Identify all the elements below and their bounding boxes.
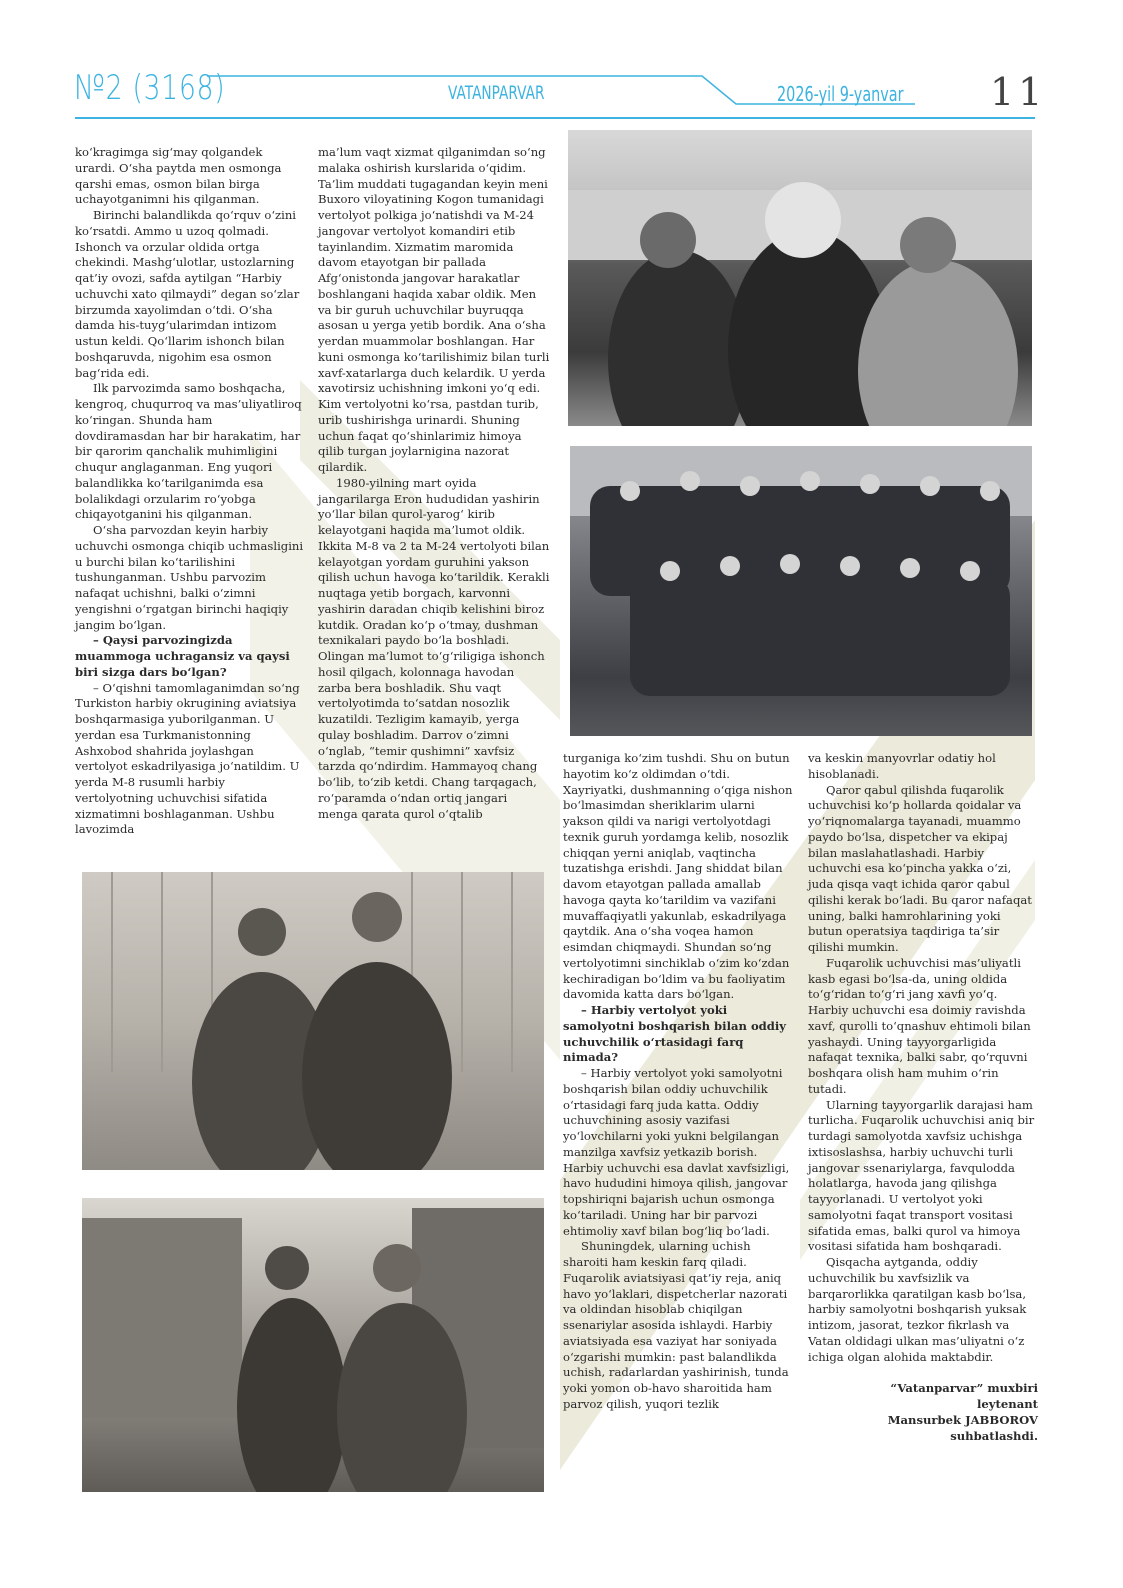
- paragraph: 1980-yilning mart oyida jangarilarga Eron hududidan yashirin yo‘llar bilan qurol-yarog‘ kirib kelayotgani haqida ma’lumot oldik. Ikkita M-8 va 2 ta M-24 vertolyoti bilan kelayotgan yordam guruhini yakson qilish uchun havoga ko‘tarildik. Kerakli nuqtaga yetib borgach, karvonni yashirin daradan chiqib kelishini biroz kutdik. Oradan ko‘p o‘tmay, dushman texnikalari paydo bo‘la boshladi. Olingan ma’lumot to‘g‘riligiga ishonch hosil qilgach, kolonnaga havodan zarba bera boshladik. Shu vaqt vertolyotimda to‘satdan nosozlik kuzatildi. Tezligim kamayib, yerga qulay boshladim. Darrov o‘zimni o‘nglab, “temir qushimni” xavfsiz tarzda qo‘ndirdim. Hammayoq chang bo‘lib, to‘zib ketdi. Chang tarqagach, ro‘paramda o‘ndan ortiq jangari menga qarata qurol o‘qtalib: [318, 475, 550, 821]
- interview-question: – Qaysi parvozingizda muammoga uchragansiz va qaysi biri sizga dars bo‘lgan?: [75, 633, 290, 679]
- article-column-1: [75, 145, 305, 838]
- paragraph: – O‘qishni tamomlaganimdan so‘ng Turkiston harbiy okrugining aviatsiya boshqarmasiga yuborilganman. U yerdan esa Turkmanistonning Ashxobod shahrida joylashgan vertolyot eskadrilyasiga jo‘natildim. U yerda M-8 rusumli harbiy vertolyotning uchuvchisi sifatida xizmatimni boshlaganman. Ushbu lavozimda: [75, 680, 300, 837]
- paragraph: ko‘kragimga sig‘may qolgandek urardi. O‘sha paytda men osmonga qarshi emas, osmon bilan birga uchayotganimni his qilganman.: [75, 145, 282, 207]
- page-number: 11: [990, 70, 1047, 114]
- photo-pilots-by-helicopter: [82, 1198, 544, 1492]
- issue-number: №2 (3168): [74, 68, 226, 108]
- paragraph: Ularning tayyorgarlik darajasi ham turlicha. Fuqarolik uchuvchisi aniq bir turdagi samolyotda xavfsiz uchishga ixtisoslashsa, harbiy uchuvchi turli jangovar ssenariylarga, favqulodda holatlarga, havoda jang qilishga tayyorlanadi. U vertolyot yoki samolyotni faqat transport vositasi sifatida emas, balki qurol va himoya vositasi sifatida ham boshqaradi.: [808, 1097, 1035, 1254]
- paragraph: Ilk parvozimda samo boshqacha, kengroq, chuqurroq va mas’uliyatliroq ko‘ringan. Shunda ham dovdiramasdan har bir harakatim, har bir qarorim qanchalik muhimligini chuqur anglaganman. Eng yuqori balandlikka ko‘tarilganimda esa bolalikdagi orzularim ro‘yobga chiqayotganini his qilganman.: [75, 381, 302, 522]
- interview-question: – Harbiy vertolyot yoki samolyotni boshqarish bilan oddiy uchuvchilik o‘rtasidagi farq nimada?: [563, 1003, 787, 1065]
- paragraph: O‘sha parvozdan keyin harbiy uchuvchi osmonga chiqib uchmasligini u burchi bilan ko‘tarilishini tushunganman. Ushbu parvozim nafaqat uchishni, balki o‘zimni yengishni o‘rgatgan birinchi haqiqiy jangim bo‘lgan.: [75, 523, 304, 632]
- signature-author-name: Mansurbek JABBOROV: [887, 1412, 1038, 1427]
- paragraph: Qaror qabul qilishda fuqarolik uchuvchisi ko‘p hollarda qoidalar va yo‘riqnomalarga tayanadi, muammo paydo bo‘lsa, dispetcher va ekipaj bilan maslahatlashadi. Harbiy uchuvchi esa ko‘pincha yakka o‘zi, juda qisqa vaqt ichida qaror qabul qilishi kerak bo‘ladi. Bu qaror nafaqat uning, balki hamrohlarining yoki butun operatsiya taqdiriga ta’sir qilishi mumkin.: [808, 782, 1032, 954]
- newspaper-name: VATANPARVAR: [448, 82, 545, 104]
- paragraph: ma’lum vaqt xizmat qilganimdan so‘ng malaka oshirish kurslarida o‘qidim. Ta’lim muddati tugagandan keyin meni Buxoro viloyatining Kogon tumanidagi vertolyot polkiga jo‘natishdi va M-24 jangovar vertolyot komandiri etib tayinlandim. Xizmatim maromida davom etayotgan bir pallada Afg‘onistonda jangovar harakatlar boshlangani haqida xabar oldik. Men va bir guruh uchuvchilar buyruqqa asosan u yerga yetib bordik. Ana o‘sha yerdan muammolar boshlangan. Har kuni osmonga ko‘tarilishimiz bilan turli xavf-xatarlarga duch kelardik. U yerda xavotirsiz uchishning imkoni yo‘q edi. Kim vertolyotni ko‘rsa, pastdan turib, urib tushirishga urinardi. Shuning uchun faqat qo‘shinlarimiz himoya qilib turgan joylarnigina nazorat qilardik.: [318, 145, 550, 474]
- paragraph: – Harbiy vertolyot yoki samolyotni boshqarish bilan oddiy uchuvchilik o‘rtasidagi farq juda katta. Oddiy uchuvchining asosiy vazifasi yo‘lovchilarni yoki yukni belgilangan manzilga xavfsiz yetkazib borish. Harbiy uchuvchi esa davlat xavfsizligi, havo hududini himoya qilish, jangovar topshiriqni bajarish uchun osmonga ko‘tariladi. Uning har bir parvozi ehtimoliy xavf bilan bog‘liq bo‘ladi.: [563, 1066, 790, 1238]
- paragraph: Birinchi balandlikda qo‘rquv o‘zini ko‘rsatdi. Ammo u uzoq qolmadi. Ishonch va orzular oldida ortga chekindi. Mashg‘ulotlar, ustozlarning qat’iy ovozi, safda aytilgan “Harbiy uchuvchi xato qilmaydi” degan so‘zlar birzumda xayolimdan o‘tdi. O‘sha damda his-tuyg‘ularimdan intizom ustun keldi. Qo‘llarim ishonch bilan boshqaruvda, nigohim esa osmon bag‘rida edi.: [75, 208, 300, 380]
- author-signature: [808, 1381, 1038, 1444]
- photo-three-pilots: [568, 130, 1032, 426]
- header-rules: [0, 0, 1123, 130]
- article-column-2: [318, 145, 550, 822]
- signature-line: leytenant: [977, 1397, 1038, 1411]
- paragraph: va keskin manyovrlar odatiy hol hisoblanadi.: [808, 751, 996, 781]
- issue-date: 2026-yil 9-yanvar: [777, 82, 904, 106]
- photo-two-soldiers: [82, 872, 544, 1170]
- paragraph: turganiga ko‘zim tushdi. Shu on butun hayotim ko‘z oldimdan o‘tdi. Xayriyatki, dushmanning o‘qiga nishon bo‘lmasimdan sheriklarim ularni yakson qildi va narigi vertolyotdagi texnik guruh yordamga kelib, nosozlik chiqqan yerni aniqlab, vaqtincha tuzatishga erishdi. Jang shiddat bilan davom etayotgan pallada amallab havoga qayta ko‘tarildim va vazifani muvaffaqiyatli yakunlab, eskadrilyaga qaytdik. Ana o‘sha voqea hamon esimdan chiqmaydi. Shundan so‘ng vertolyotimni sinchiklab o‘zim ko‘zdan kechiradigan bo‘ldim va bu faoliyatim davomida katta dars bo‘lgan.: [563, 751, 793, 1002]
- article-column-4: [808, 751, 1038, 1444]
- signature-line: suhbatlashdi.: [950, 1428, 1038, 1443]
- paragraph: Fuqarolik uchuvchisi mas’uliyatli kasb egasi bo‘lsa-da, uning oldida to‘g‘ridan to‘g‘ri jang xavfi yo‘q. Harbiy uchuvchi esa doimiy ravishda xavf, qurolli to‘qnashuv ehtimoli bilan yashaydi. Uning tayyorgarligida nafaqat texnika, balki sabr, qo‘rquvni boshqara olish ham muhim o‘rin tutadi.: [808, 955, 1031, 1096]
- photo-group-officers: [570, 446, 1032, 736]
- signature-line: “Vatanparvar” muxbiri: [890, 1381, 1038, 1396]
- article-column-3: [563, 751, 795, 1413]
- paragraph: Qisqacha aytganda, oddiy uchuvchilik bu xavfsizlik va barqarorlikka qaratilgan kasb bo‘lsa, harbiy samolyotni boshqarish yuksak intizom, jasorat, tezkor fikrlash va Vatan oldidagi ulkan mas’uliyatni o‘z ichiga olgan alohida maktabdir.: [808, 1255, 1027, 1364]
- paragraph: Shuningdek, ularning uchish sharoiti ham keskin farq qiladi. Fuqarolik aviatsiyasi qat’iy reja, aniq havo yo‘laklari, dispetcherlar nazorati va oldindan hisoblab chiqilgan ssenariylar asosida ishlaydi. Harbiy aviatsiyada esa vaziyat har soniyada o‘zgarishi mumkin: past balandlikda uchish, radarlardan yashirinish, tunda yoki yomon ob-havo sharoitida ham parvoz qilish, yuqori tezlik: [563, 1239, 789, 1411]
